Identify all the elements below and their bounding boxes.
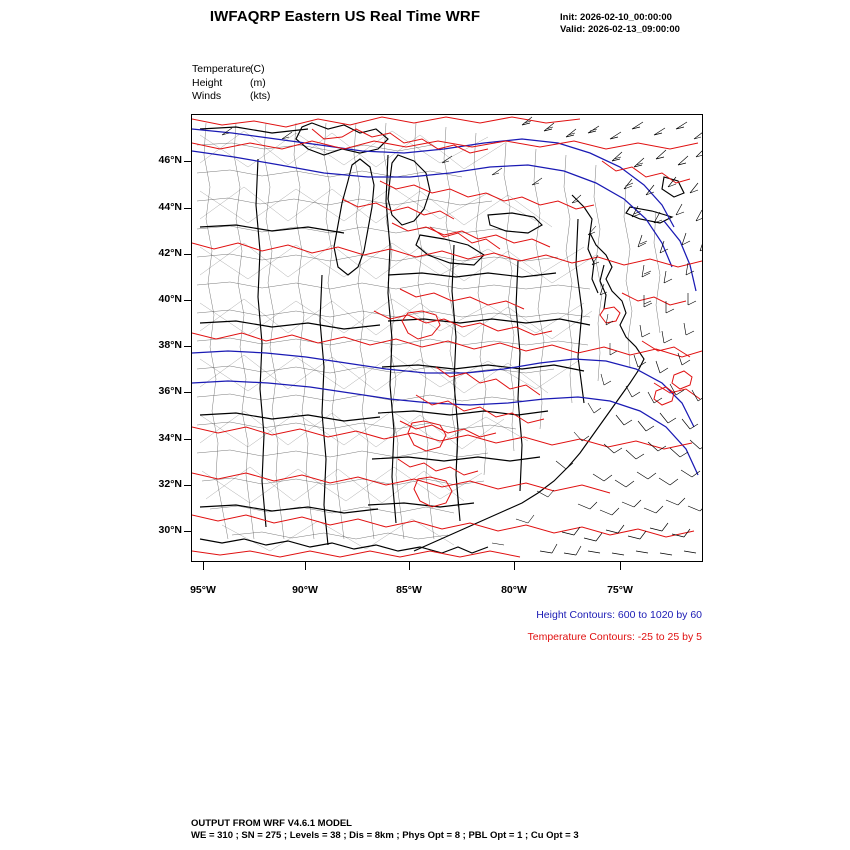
- model-output-footer: [191, 818, 579, 842]
- ylabel-32N: 32°N: [158, 478, 182, 490]
- ylabel-42N: 42°N: [158, 247, 182, 259]
- variable-unit-winds: (kts): [250, 90, 271, 102]
- xlabel-95W: 95°W: [190, 584, 216, 596]
- tick-lon-75: [620, 562, 621, 570]
- ylabel-38N: 38°N: [158, 339, 182, 351]
- tick-lat-42: [184, 254, 192, 255]
- ylabel-40N: 40°N: [158, 293, 182, 305]
- variable-unit-temperature: (C): [250, 63, 265, 75]
- ylabel-46N: 46°N: [158, 154, 182, 166]
- xlabel-90W: 90°W: [292, 584, 318, 596]
- ylabel-30N: 30°N: [158, 524, 182, 536]
- footer-line-1: OUTPUT FROM WRF V4.6.1 MODEL: [191, 818, 352, 829]
- page-title: IWFAQRP Eastern US Real Time WRF: [209, 8, 481, 25]
- xlabel-75W: 75°W: [607, 584, 633, 596]
- tick-lon-95: [203, 562, 204, 570]
- tick-lat-40: [184, 300, 192, 301]
- ylabel-34N: 34°N: [158, 432, 182, 444]
- variable-name-temperature: Temperature: [192, 63, 251, 75]
- variable-row-height: [192, 77, 270, 91]
- xlabel-80W: 80°W: [501, 584, 527, 596]
- ylabel-36N: 36°N: [158, 385, 182, 397]
- footer-line-2: WE = 310 ; SN = 275 ; Levels = 38 ; Dis = 8km ; Phys Opt = 8 ; PBL Opt = 1 ; Cu Opt = 3: [191, 830, 579, 841]
- tick-lon-85: [409, 562, 410, 570]
- variable-list: [192, 63, 270, 104]
- ylabel-44N: 44°N: [158, 201, 182, 213]
- temperature-contours-legend: Temperature Contours: -25 to 25 by 5: [527, 631, 702, 643]
- init-valid-block: [560, 12, 680, 36]
- map-plot-area[interactable]: [191, 114, 703, 562]
- variable-row-temperature: [192, 63, 270, 77]
- variable-name-winds: Winds: [192, 90, 222, 102]
- variable-name-height: Height: [192, 76, 223, 89]
- xlabel-85W: 85°W: [396, 584, 422, 596]
- tick-lon-90: [305, 562, 306, 570]
- tick-lon-80: [514, 562, 515, 570]
- tick-lat-30: [184, 531, 192, 532]
- tick-lat-34: [184, 439, 192, 440]
- variable-unit-height: (m): [250, 76, 266, 89]
- variable-row-winds: [192, 90, 270, 104]
- height-contours-legend: Height Contours: 600 to 1020 by 60: [536, 609, 702, 621]
- init-time: Init: 2026-02-10_00:00:00: [560, 12, 672, 23]
- valid-time: Valid: 2026-02-13_09:00:00: [560, 24, 680, 35]
- tick-lat-36: [184, 392, 192, 393]
- tick-lat-38: [184, 346, 192, 347]
- tick-lat-46: [184, 161, 192, 162]
- tick-lat-32: [184, 485, 192, 486]
- tick-lat-44: [184, 208, 192, 209]
